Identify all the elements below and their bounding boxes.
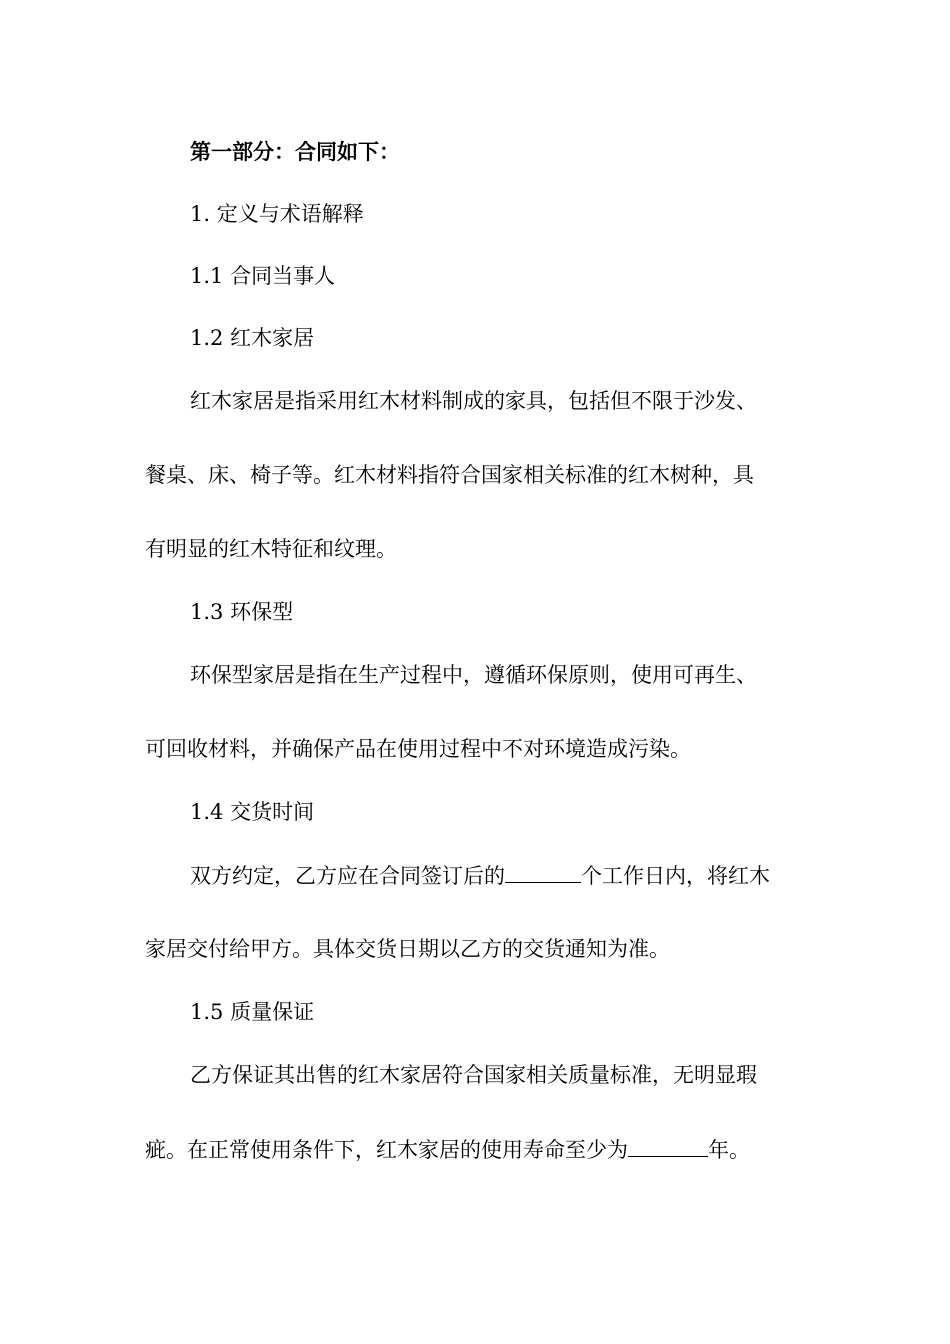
clause-1-4-text-line-2: 家居交付给甲方。具体交货日期以乙方的交货通知为准。 [145, 937, 670, 961]
clause-1-3-title: 1.3 环保型 [190, 600, 294, 624]
clause-1-3-text-line-1: 环保型家居是指在生产过程中，遵循环保原则，使用可再生、 [190, 663, 757, 687]
part-heading: 第一部分：合同如下： [190, 139, 400, 164]
delivery-days-blank[interactable] [505, 860, 581, 883]
service-life-years-blank[interactable] [628, 1134, 708, 1157]
clause-1-2-text-line-3: 有明显的红木特征和纹理。 [145, 537, 397, 561]
clause-1-2-title: 1.2 红木家居 [190, 326, 315, 350]
section-1-title: 1. 定义与术语解释 [190, 202, 364, 226]
clause-1-3-text-line-2: 可回收材料，并确保产品在使用过程中不对环境造成污染。 [145, 737, 691, 761]
clause-1-5-title: 1.5 质量保证 [190, 1000, 315, 1024]
clause-1-4-text-after-blank: 个工作日内，将红木 [581, 864, 770, 888]
clause-1-4-text-before-blank: 双方约定，乙方应在合同签订后的 [190, 864, 505, 888]
clause-1-5-text-after-blank: 年。 [708, 1138, 750, 1162]
clause-1-1-title: 1.1 合同当事人 [190, 264, 336, 288]
clause-1-4-title: 1.4 交货时间 [190, 800, 315, 824]
clause-1-2-text-line-1: 红木家居是指采用红木材料制成的家具，包括但不限于沙发、 [190, 389, 757, 413]
clause-1-5-text-before-blank: 疵。在正常使用条件下，红木家居的使用寿命至少为 [145, 1138, 628, 1162]
clause-1-2-text-line-2: 餐桌、床、椅子等。红木材料指符合国家相关标准的红木树种，具 [145, 463, 754, 487]
clause-1-4-text-line-1 [190, 860, 950, 891]
clause-1-5-text-line-2 [145, 1134, 950, 1165]
clause-1-5-text-line-1: 乙方保证其出售的红木家居符合国家相关质量标准，无明显瑕 [190, 1063, 757, 1087]
